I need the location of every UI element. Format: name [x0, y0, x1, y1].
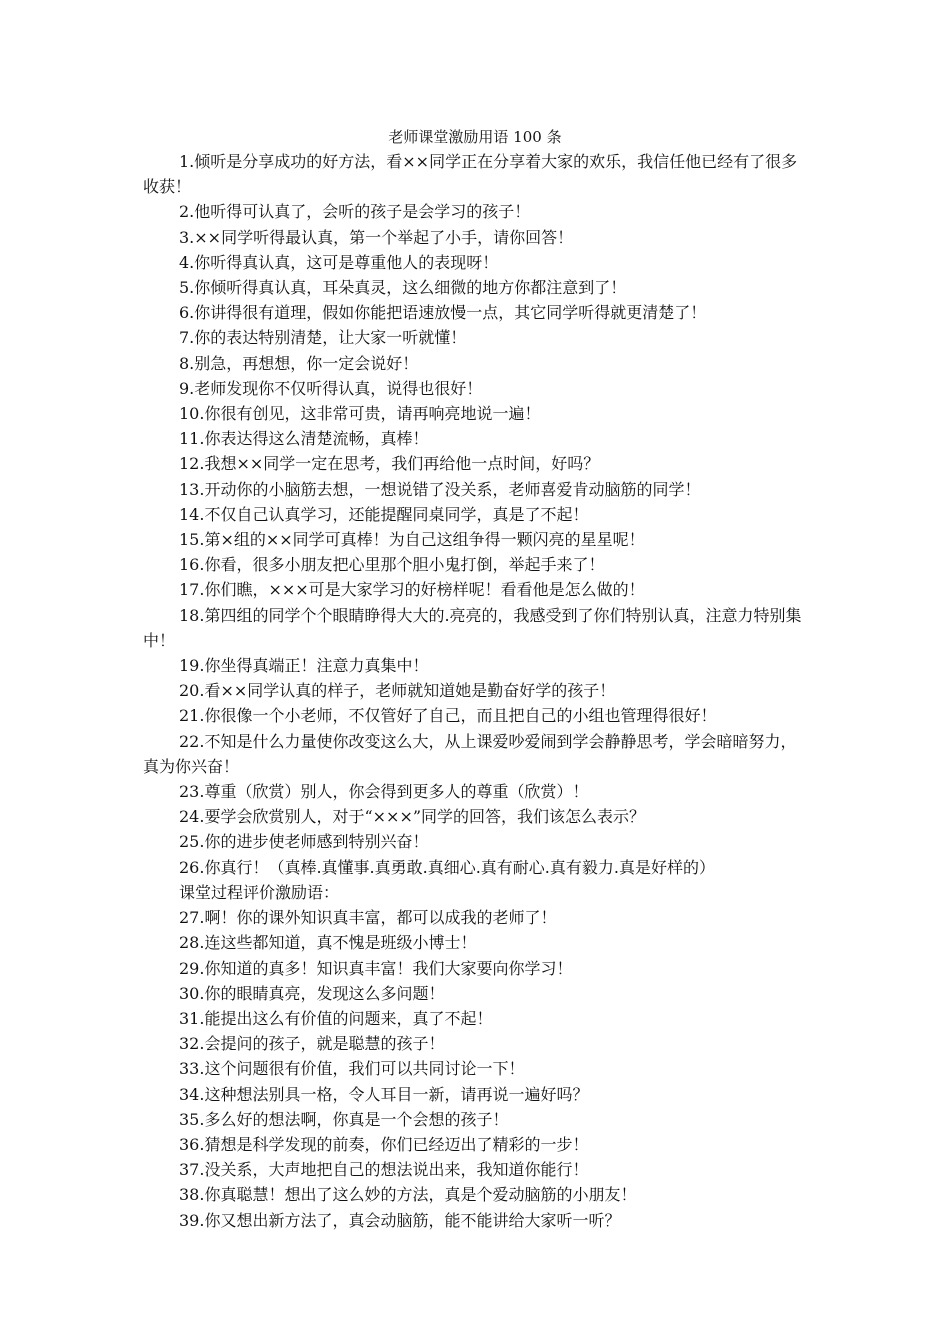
paragraph: 3.××同学听得最认真，第一个举起了小手，请你回答！ — [179, 227, 574, 247]
paragraph: 31.能提出这么有价值的问题来，真了不起！ — [179, 1008, 493, 1028]
paragraph: 17.你们瞧，×××可是大家学习的好榜样呢！看看他是怎么做的！ — [179, 580, 645, 600]
paragraph: 35.多么好的想法啊，你真是一个会想的孩子！ — [179, 1109, 509, 1129]
paragraph: 6.你讲得很有道理，假如你能把语速放慢一点，其它同学听得就更清楚了！ — [179, 303, 707, 323]
paragraph: 24.要学会欣赏别人，对于“×××”同学的回答，我们该怎么表示？ — [179, 807, 646, 827]
paragraph: 12.我想××同学一定在思考，我们再给他一点时间，好吗？ — [179, 454, 600, 474]
section-heading: 课堂过程评价激励语： — [179, 882, 340, 902]
paragraph: 22.不知是什么力量使你改变这么大，从上课爱吵爱闹到学会静静思考，学会暗暗努力，真为你兴奋！ — [143, 731, 797, 776]
paragraph: 14.不仅自己认真学习，还能提醒同桌同学，真是了不起！ — [179, 504, 589, 524]
paragraph: 23.尊重（欣赏）别人，你会得到更多人的尊重（欣赏）！ — [179, 782, 589, 802]
paragraph: 20.看××同学认真的样子，老师就知道她是勤奋好学的孩子！ — [179, 681, 616, 701]
paragraph: 7.你的表达特别清楚，让大家一听就懂！ — [179, 328, 467, 348]
paragraph: 8.别急，再想想，你一定会说好！ — [179, 353, 419, 373]
document-body — [143, 149, 811, 1233]
paragraph: 25.你的进步使老师感到特别兴奋！ — [179, 832, 429, 852]
paragraph: 2.他听得可认真了，会听的孩子是会学习的孩子！ — [179, 202, 531, 222]
paragraph: 39.你又想出新方法了，真会动脑筋，能不能讲给大家听一听？ — [179, 1210, 621, 1230]
paragraph: 27.啊！你的课外知识真丰富，都可以成我的老师了！ — [179, 908, 557, 928]
paragraph: 38.你真聪慧！想出了这么妙的方法，真是个爱动脑筋的小朋友！ — [179, 1185, 637, 1205]
paragraph: 32.会提问的孩子，就是聪慧的孩子！ — [179, 1034, 445, 1054]
paragraph: 4.你听得真认真，这可是尊重他人的表现呀！ — [179, 252, 499, 272]
paragraph: 29.你知道的真多！知识真丰富！我们大家要向你学习！ — [179, 958, 573, 978]
paragraph: 18.第四组的同学个个眼睛睁得大大的.亮亮的，我感受到了你们特别认真，注意力特别集中！ — [143, 605, 802, 650]
paragraph: 11.你表达得这么清楚流畅，真棒！ — [179, 429, 429, 449]
paragraph: 37.没关系，大声地把自己的想法说出来，我知道你能行！ — [179, 1160, 589, 1180]
paragraph: 30.你的眼睛真亮，发现这么多问题！ — [179, 983, 445, 1003]
paragraph: 33.这个问题很有价值，我们可以共同讨论一下！ — [179, 1059, 525, 1079]
paragraph: 1.倾听是分享成功的好方法，看××同学正在分享着大家的欢乐，我信任他已经有了很多收获！ — [143, 152, 798, 197]
paragraph: 36.猜想是科学发现的前奏，你们已经迈出了精彩的一步！ — [179, 1134, 589, 1154]
document-title: 老师课堂激励用语 100 条 — [388, 128, 562, 146]
paragraph: 5.你倾听得真认真，耳朵真灵，这么细微的地方你都注意到了！ — [179, 278, 627, 298]
paragraph: 19.你坐得真端正！注意力真集中！ — [179, 656, 429, 676]
paragraph: 15.第×组的××同学可真棒！为自己这组争得一颗闪亮的星星呢！ — [179, 530, 645, 550]
paragraph: 26.你真行！（真棒.真懂事.真勇敢.真细心.真有耐心.真有毅力.真是好样的） — [179, 857, 715, 877]
paragraph: 21.你很像一个小老师，不仅管好了自己，而且把自己的小组也管理得很好！ — [179, 706, 717, 726]
paragraph: 13.开动你的小脑筋去想，一想说错了没关系，老师喜爱肯动脑筋的同学！ — [179, 479, 701, 499]
paragraph: 9.老师发现你不仅听得认真，说得也很好！ — [179, 378, 483, 398]
paragraph: 10.你很有创见，这非常可贵，请再响亮地说一遍！ — [179, 404, 541, 424]
paragraph: 28.连这些都知道，真不愧是班级小博士！ — [179, 933, 477, 953]
paragraph: 16.你看，很多小朋友把心里那个胆小鬼打倒，举起手来了！ — [179, 555, 605, 575]
paragraph: 34.这种想法别具一格，令人耳目一新，请再说一遍好吗？ — [179, 1084, 589, 1104]
